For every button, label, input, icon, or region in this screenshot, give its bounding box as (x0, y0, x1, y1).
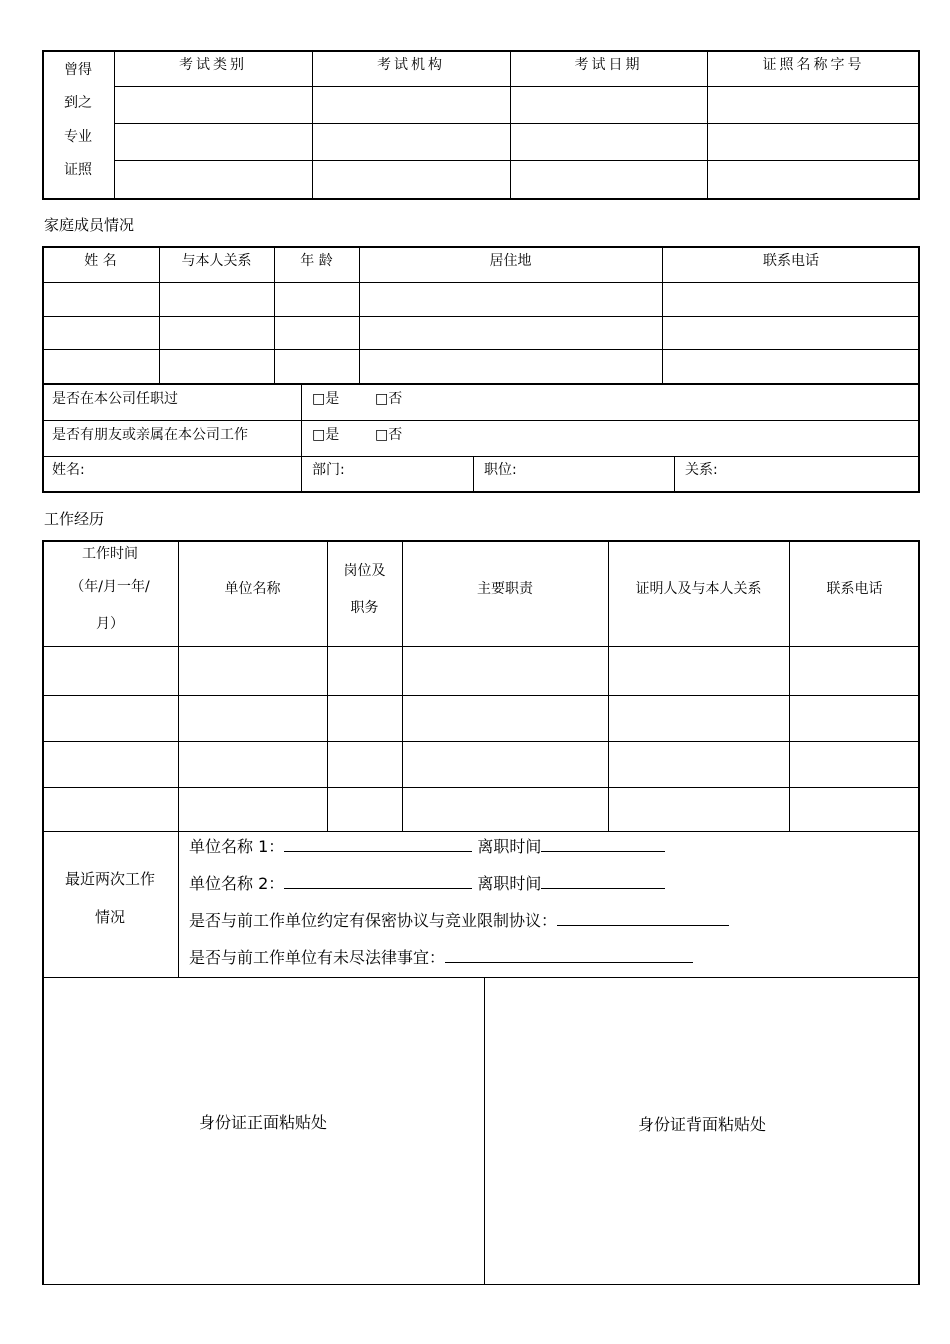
recent-jobs-label-2: 情况 (94, 908, 125, 926)
relatives-yes-checkbox[interactable]: □是 (312, 427, 340, 443)
family-section-title: 家庭成员情况 (44, 216, 135, 234)
cert-side-label-3: 专业 (64, 129, 92, 145)
confidential-question: 是否与前工作单位约定有保密协议与竞业限制协议： (189, 911, 558, 930)
family-header-relation: 与本人关系 (181, 253, 252, 269)
family-header-residence: 居住地 (489, 253, 532, 269)
worked-here-no-checkbox[interactable]: □否 (375, 391, 403, 407)
leave-time-2-label: 离职时间 (477, 874, 542, 893)
confidential-input[interactable] (557, 910, 729, 926)
id-card-back-area: 身份证背面粘贴处 (637, 1115, 766, 1134)
unit1-label: 单位名称 1： (189, 837, 285, 856)
worked-here-question: 是否在本公司任职过 (52, 391, 178, 407)
leave-time-2-input[interactable] (541, 873, 665, 889)
worked-here-yes-checkbox[interactable]: □是 (312, 391, 340, 407)
id-card-front-area: 身份证正面粘贴处 (198, 1113, 327, 1132)
relatives-no-checkbox[interactable]: □否 (375, 427, 403, 443)
unit2-label: 单位名称 2： (189, 874, 285, 893)
work-header-time-2: （年/月一年/ (70, 579, 150, 595)
family-header-age: 年 龄 (300, 253, 333, 269)
work-header-unit: 单位名称 (224, 581, 281, 597)
unit1-input[interactable] (284, 836, 472, 852)
leave-time-1-input[interactable] (541, 836, 665, 852)
legal-line (189, 947, 693, 966)
family-header-name: 姓 名 (84, 253, 117, 269)
work-header-post-1: 岗位及 (343, 563, 386, 579)
relative-position-label: 职位: (484, 462, 517, 478)
work-section-title: 工作经历 (44, 510, 105, 528)
relative-dept-label: 部门: (312, 462, 345, 478)
recent-job-1-line (189, 836, 665, 855)
work-header-post-2: 职务 (350, 600, 379, 616)
cert-side-label-2: 到之 (64, 95, 92, 111)
work-header-phone: 联系电话 (826, 581, 883, 597)
relative-relation-label: 关系: (685, 462, 718, 478)
leave-time-1-label: 离职时间 (477, 837, 542, 856)
confidential-line (189, 910, 729, 929)
work-header-time-1: 工作时间 (82, 546, 138, 562)
relative-name-label: 姓名: (52, 462, 85, 478)
relatives-question: 是否有朋友或亲属在本公司工作 (52, 427, 248, 443)
legal-input[interactable] (445, 947, 693, 963)
cert-header-date: 考试日期 (574, 57, 643, 73)
legal-question: 是否与前工作单位有未尽法律事宜： (189, 948, 446, 967)
unit2-input[interactable] (284, 873, 472, 889)
cert-side-label-1: 曾得 (64, 62, 92, 78)
work-header-duty: 主要职责 (477, 581, 533, 597)
recent-jobs-label-1: 最近两次工作 (64, 870, 155, 888)
cert-header-number: 证照名称字号 (762, 57, 865, 73)
recent-job-2-line (189, 873, 665, 892)
cert-side-label-4: 证照 (64, 162, 92, 178)
work-header-witness: 证明人及与本人关系 (635, 581, 762, 597)
cert-header-category: 考试类别 (179, 57, 247, 73)
family-header-phone: 联系电话 (763, 253, 819, 269)
cert-header-institution: 考试机构 (377, 57, 445, 73)
work-header-time-3: 月） (96, 616, 124, 632)
